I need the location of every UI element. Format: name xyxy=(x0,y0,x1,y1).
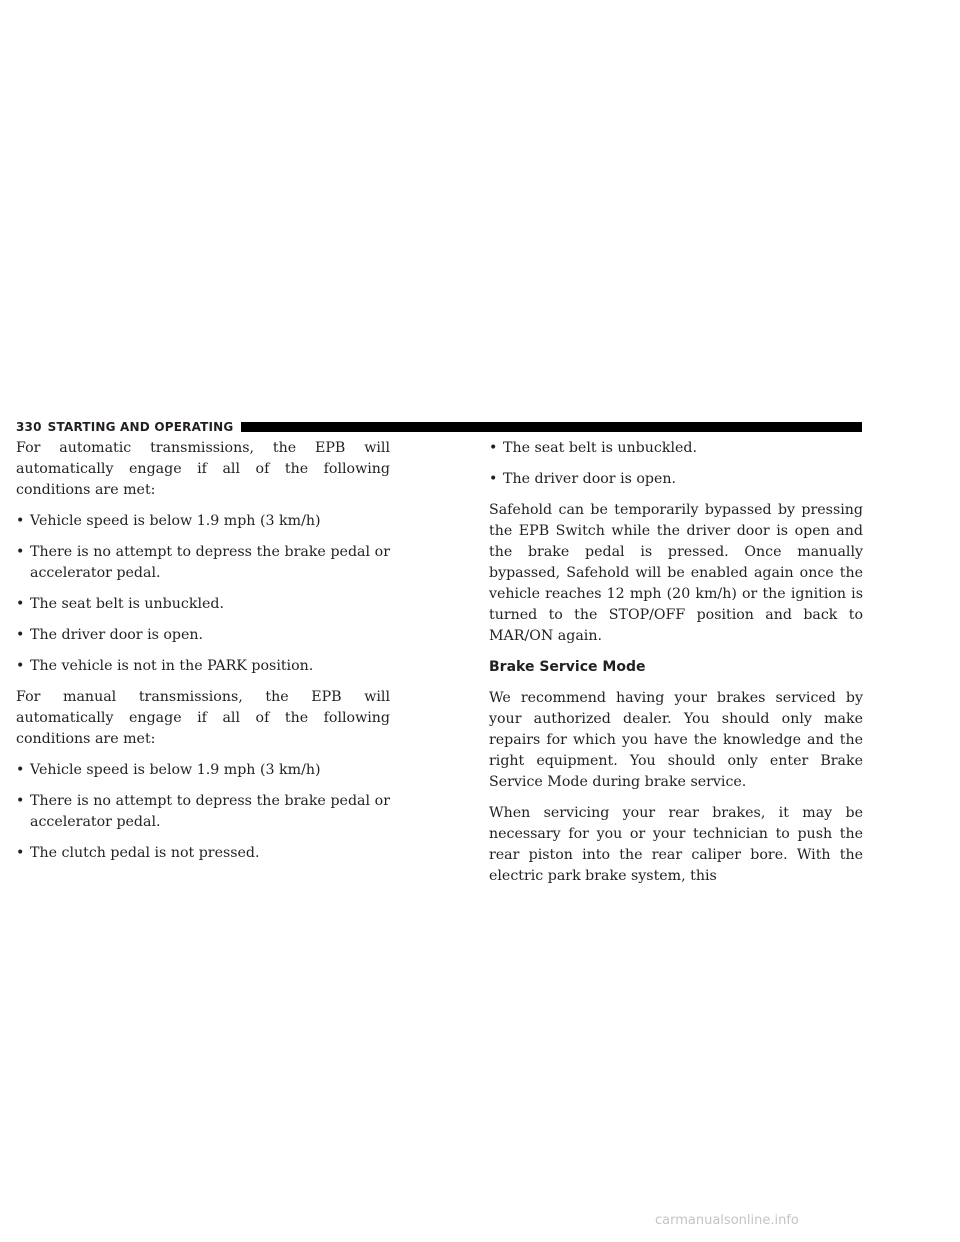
list-item: • There is no attempt to depress the brake pedal or accelerator pedal. xyxy=(16,793,390,830)
service-paragraph-2: When servicing your rear brakes, it may be necessary for you or your technician to push the rear piston into the rear caliper bore. With the electric park brake system, this xyxy=(489,805,863,884)
bullet-icon: • xyxy=(16,627,25,643)
list-item: • There is no attempt to depress the brake pedal or accelerator pedal. xyxy=(16,544,390,581)
service-paragraph-1: We recommend having your brakes serviced by your authorized dealer. You should only make repairs for which you have the knowledge and the right equipment. You should only enter Brake Service Mode during brake service. xyxy=(489,690,863,790)
safehold-paragraph: Safehold can be temporarily bypassed by pressing the EPB Switch while the driver door is open and the brake pedal is pressed. Once manually bypassed, Safehold will be enabled again once the vehicle reaches 12 mph (20 km/h) or the ignition is turned to the STOP/OFF position and back to MAR/ON again. xyxy=(489,502,863,644)
left-column xyxy=(16,438,390,874)
bullet-icon: • xyxy=(16,513,25,529)
bullet-icon: • xyxy=(16,845,25,861)
list-item: • The seat belt is unbuckled. xyxy=(489,438,863,459)
brake-service-mode-heading: Brake Service Mode xyxy=(489,659,646,675)
list-item: • The clutch pedal is not pressed. xyxy=(16,843,390,864)
automatic-conditions-list xyxy=(16,511,390,677)
manual-conditions-list-continued xyxy=(489,438,863,490)
manual-intro-paragraph: For manual transmissions, the EPB will automatically engage if all of the following conditions are met: xyxy=(16,689,390,747)
list-item: • The seat belt is unbuckled. xyxy=(16,594,390,615)
list-item: • The driver door is open. xyxy=(489,469,863,490)
page-number: 330 xyxy=(16,420,42,434)
list-item: • Vehicle speed is below 1.9 mph (3 km/h) xyxy=(16,760,390,781)
automatic-intro-paragraph: For automatic transmissions, the EPB will automatically engage if all of the following conditions are met: xyxy=(16,440,390,498)
section-title: STARTING AND OPERATING xyxy=(47,420,234,434)
bullet-icon: • xyxy=(16,544,25,560)
bullet-icon: • xyxy=(489,440,498,456)
bullet-icon: • xyxy=(16,596,25,612)
bullet-icon: • xyxy=(16,762,25,778)
page-header xyxy=(16,416,862,438)
manual-conditions-list xyxy=(16,760,390,864)
list-item: • Vehicle speed is below 1.9 mph (3 km/h) xyxy=(16,511,390,532)
watermark: carmanualsonline.info xyxy=(655,1213,799,1228)
bullet-icon: • xyxy=(16,658,25,674)
bullet-icon: • xyxy=(16,793,25,809)
list-item: • The vehicle is not in the PARK position. xyxy=(16,656,390,677)
list-item: • The driver door is open. xyxy=(16,625,390,646)
header-rule xyxy=(241,422,862,432)
bullet-icon: • xyxy=(489,471,498,487)
right-column xyxy=(489,438,863,897)
